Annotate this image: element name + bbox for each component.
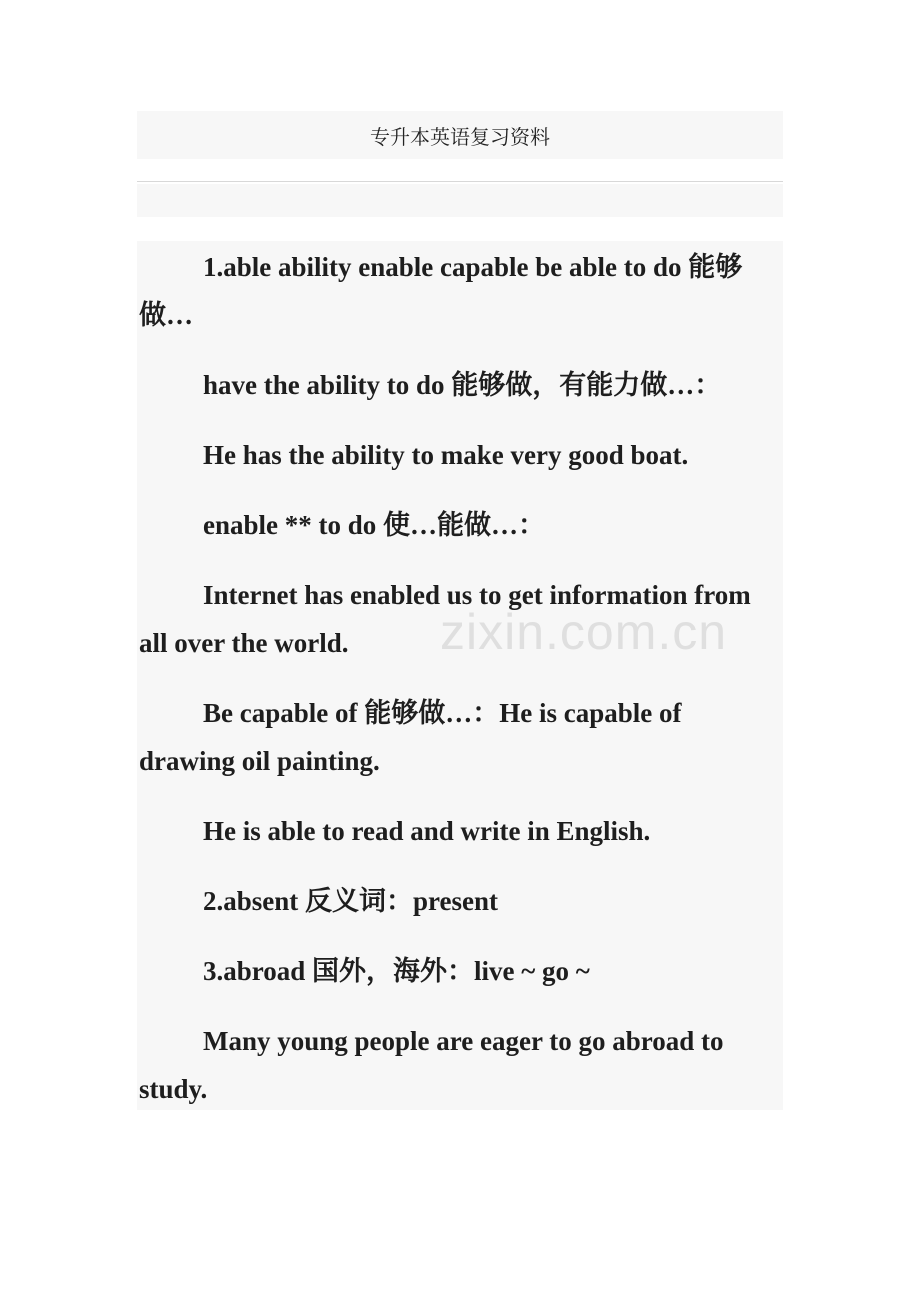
document-title: 专升本英语复习资料 [370,124,550,149]
paragraph-5: Internet has enabled us to get information from all over the world. [139,580,751,658]
document-body [137,241,783,1110]
paragraph-7: He is able to read and write in English. [203,816,651,846]
spacer-strip [137,184,783,217]
document-title-bar [137,111,783,159]
paragraph-3: He has the ability to make very good boat. [203,440,689,470]
watermark: zixin.com.cn [440,604,728,660]
paragraph-4: enable ** to do 使…能做…： [203,510,546,540]
paragraph-9: 3.abroad 国外，海外：live ~ go ~ [203,956,590,986]
paragraph-2: have the ability to do 能够做，有能力做…： [203,370,722,400]
paragraph-8: 2.absent 反义词：present [203,886,499,916]
paragraph-6: Be capable of 能够做…：He is capable of drawing oil painting. [139,698,682,776]
paragraph-10: Many young people are eager to go abroad to study. [139,1026,724,1104]
paragraph-1: 1.able ability enable capable be able to do 能够做… [139,252,743,330]
title-divider [137,181,783,182]
